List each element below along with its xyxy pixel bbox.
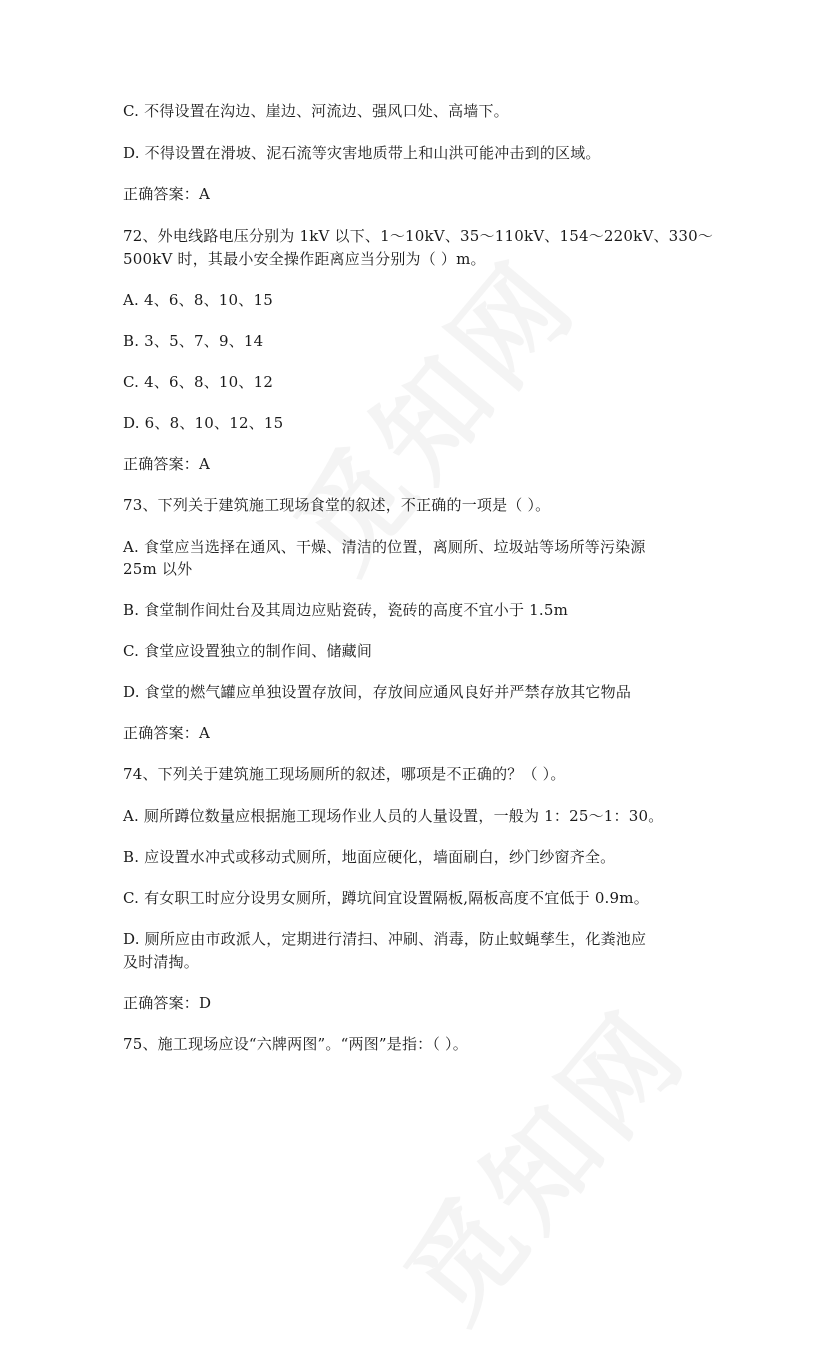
question-73: 73、下列关于建筑施工现场食堂的叙述，不正确的一项是（ ）。 (123, 496, 551, 514)
option-74-d-line-1: D. 厕所应由市政派人，定期进行清扫、冲刷、消毒，防止蚊蝇孳生，化粪池应 (123, 930, 647, 948)
option-73-c: C. 食堂应设置独立的制作间、储藏间 (123, 642, 373, 660)
answer-72: 正确答案：A (123, 455, 211, 473)
question-74: 74、下列关于建筑施工现场厕所的叙述，哪项是不正确的？（ ）。 (123, 765, 566, 783)
option-72-c: C. 4、6、8、10、12 (123, 373, 274, 391)
option-74-c: C. 有女职工时应分设男女厕所，蹲坑间宜设置隔板,隔板高度不宜低于 0.9m。 (123, 889, 649, 907)
option-73-a-line-2: 25m 以外 (123, 560, 193, 578)
option-74-d-line-2: 及时清掏。 (123, 953, 200, 971)
question-72-line-1: 72、外电线路电压分别为 1kV 以下、1～10kV、35～110kV、154～220kV、330～ (123, 227, 714, 245)
option-74-a: A. 厕所蹲位数量应根据施工现场作业人员的人量设置，一般为 1：25～1：30。 (123, 807, 664, 825)
option-72-d: D. 6、8、10、12、15 (123, 414, 284, 432)
option-71-c: C. 不得设置在沟边、崖边、河流边、强风口处、高墙下。 (123, 102, 509, 120)
question-72-line-2: 500kV 时，其最小安全操作距离应当分别为（ ）m。 (123, 250, 486, 268)
option-72-b: B. 3、5、7、9、14 (123, 332, 264, 350)
option-73-d: D. 食堂的燃气罐应单独设置存放间，存放间应通风良好并严禁存放其它物品 (123, 683, 632, 701)
option-74-b: B. 应设置水冲式或移动式厕所，地面应硬化，墙面刷白，纱门纱窗齐全。 (123, 848, 616, 866)
watermark (364, 970, 716, 1347)
option-71-d: D. 不得设置在滑坡、泥石流等灾害地质带上和山洪可能冲击到的区域。 (123, 144, 601, 162)
option-72-a: A. 4、6、8、10、15 (123, 291, 273, 309)
option-73-a-line-1: A. 食堂应当选择在通风、干燥、清洁的位置，离厕所、垃圾站等场所等污染源 (123, 538, 646, 556)
answer-71: 正确答案：A (123, 185, 211, 203)
answer-73: 正确答案：A (123, 724, 211, 742)
answer-74: 正确答案：D (123, 994, 212, 1012)
option-73-b: B. 食堂制作间灶台及其周边应贴瓷砖，瓷砖的高度不宜小于 1.5m (123, 601, 569, 619)
question-75: 75、施工现场应设“六牌两图”。“两图”是指：（ ）。 (123, 1035, 468, 1053)
